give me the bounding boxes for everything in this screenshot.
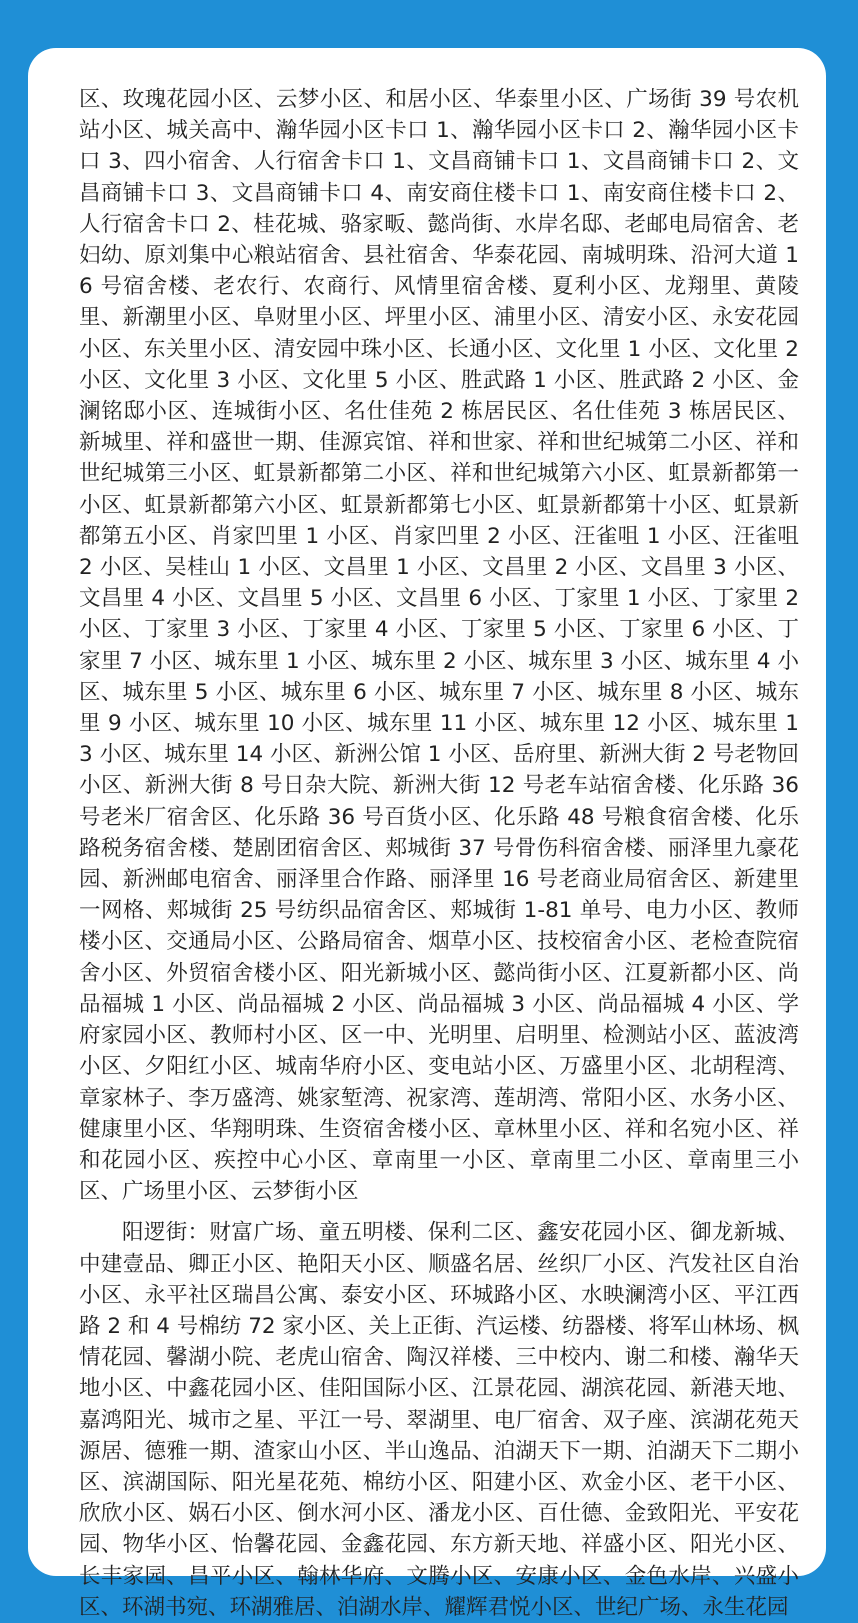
paragraph-community-list: 区、玫瑰花园小区、云梦小区、和居小区、华泰里小区、广场街 39 号农机站小区、城关高中、瀚华园小区卡口 1、瀚华园小区卡口 2、瀚华园小区卡口 3、四小宿舍、人行宿舍卡口 1、文昌商铺卡口 1、文昌商铺卡口 2、文昌商铺卡口 3、文昌商铺卡口 4、南安商住楼卡口 1、南安商住楼卡口 2、人行宿舍卡口 2、桂花城、骆家畈、懿尚街、水岸名邸、老邮电局宿舍、老妇幼、原刘集中心粮站宿舍、县社宿舍、华泰花园、南城明珠、沿河大道 16 号宿舍楼、老农行、农商行、风情里宿舍楼、夏利小区、龙翔里、黄陵里、新潮里小区、阜财里小区、坪里小区、浦里小区、清安小区、永安花园小区、东关里小区、清安园中珠小区、长通小区、文化里 1 小区、文化里 2 小区、文化里 3 小区、文化里 5 小区、胜武路 1 小区、胜武路 2 小区、金澜铭邸小区、连城街小区、名仕佳苑 2 栋居民区、名仕佳苑 3 栋居民区、新城里、祥和盛世一期、佳源宾馆、祥和世家、祥和世纪城第二小区、祥和世纪城第三小区、虹景新都第二小区、祥和世纪城第六小区、虹景新都第一小区、虹景新都第六小区、虹景新都第七小区、虹景新都第十小区、虹景新都第五小区、肖家凹里 1 小区、肖家凹里 2 小区、汪雀咀 1 小区、汪雀咀 2 小区、吴桂山 1 小区、文昌里 1 小区、文昌里 2 小区、文昌里 3 小区、文昌里 4 小区、文昌里 5 小区、文昌里 6 小区、丁家里 1 小区、丁家里 2 小区、丁家里 3 小区、丁家里 4 小区、丁家里 5 小区、丁家里 6 小区、丁家里 7 小区、城东里 1 小区、城东里 2 小区、城东里 3 小区、城东里 4 小区、城东里 5 小区、城东里 6 小区、城东里 7 小区、城东里 8 小区、城东里 9 小区、城东里 10 小区、城东里 11 小区、城东里 12 小区、城东里 13 小区、城东里 14 小区、新洲公馆 1 小区、岳府里、新洲大街 2 号老物回小区、新洲大街 8 号日杂大院、新洲大街 12 号老车站宿舍楼、化乐路 36 号老米厂宿舍区、化乐路 36 号百货小区、化乐路 48 号粮食宿舍楼、化乐路税务宿舍楼、楚剧团宿舍区、郏城街 37 号骨伤科宿舍楼、丽泽里九豪花园、新洲邮电宿舍、丽泽里合作路、丽泽里 16 号老商业局宿舍区、新建里一网格、郏城街 25 号纺织品宿舍区、郏城街 1-81 单号、电力小区、教师楼小区、交通局小区、公路局宿舍、烟草小区、技校宿舍小区、老检查院宿舍小区、外贸宿舍楼小区、阳光新城小区、懿尚街小区、江夏新都小区、尚品福城 1 小区、尚品福城 2 小区、尚品福城 3 小区、尚品福城 4 小区、学府家园小区、教师村小区、区一中、光明里、启明里、检测站小区、蓝波湾小区、夕阳红小区、城南华府小区、变电站小区、万盛里小区、北胡程湾、章家林子、李万盛湾、姚家堑湾、祝家湾、莲胡湾、常阳小区、水务小区、健康里小区、华翔明珠、生资宿舍楼小区、章林里小区、祥和名宛小区、祥和花园小区、疾控中心小区、章南里一小区、章南里二小区、章南里三小区、广场里小区、云梦街小区 [79, 87, 799, 1205]
content-card [28, 48, 826, 1620]
paragraph-yangluo-street: 阳逻街：财富广场、童五明楼、保利二区、鑫安花园小区、御龙新城、中建壹品、卿正小区、艳阳天小区、顺盛名居、丝织厂小区、汽发社区自治小区、永平社区瑞昌公寓、泰安小区、环城路小区、水映澜湾小区、平江西路 2 和 4 号棉纺 72 家小区、关上正街、汽运楼、纺器楼、将军山林场、枫情花园、馨湖小院、老虎山宿舍、陶汉祥楼、三中校内、谢二和楼、瀚华天地小区、中鑫花园小区、佳阳国际小区、江景花园、湖滨花园、新港天地、嘉鸿阳光、城市之星、平江一号、翠湖里、电厂宿舍、双子座、滨湖花苑天源居、德雅一期、渣家山小区、半山逸品、泊湖天下一期、泊湖天下二期小区、滨湖国际、阳光星花苑、棉纺小区、阳建小区、欢金小区、老干小区、欣欣小区、娲石小区、倒水河小区、潘龙小区、百仕德、金致阳光、平安花园、物华小区、怡馨花园、金鑫花园、东方新天地、祥盛小区、阳光小区、长丰家园、昌平小区、翰林华府、文腾小区、安康小区、金色水岸、兴盛小区、环湖书宛、环湖雅居、泊湖水岸、耀辉君悦小区、世纪广场、永生花园 [79, 1220, 799, 1620]
community-list-text [79, 84, 799, 1623]
